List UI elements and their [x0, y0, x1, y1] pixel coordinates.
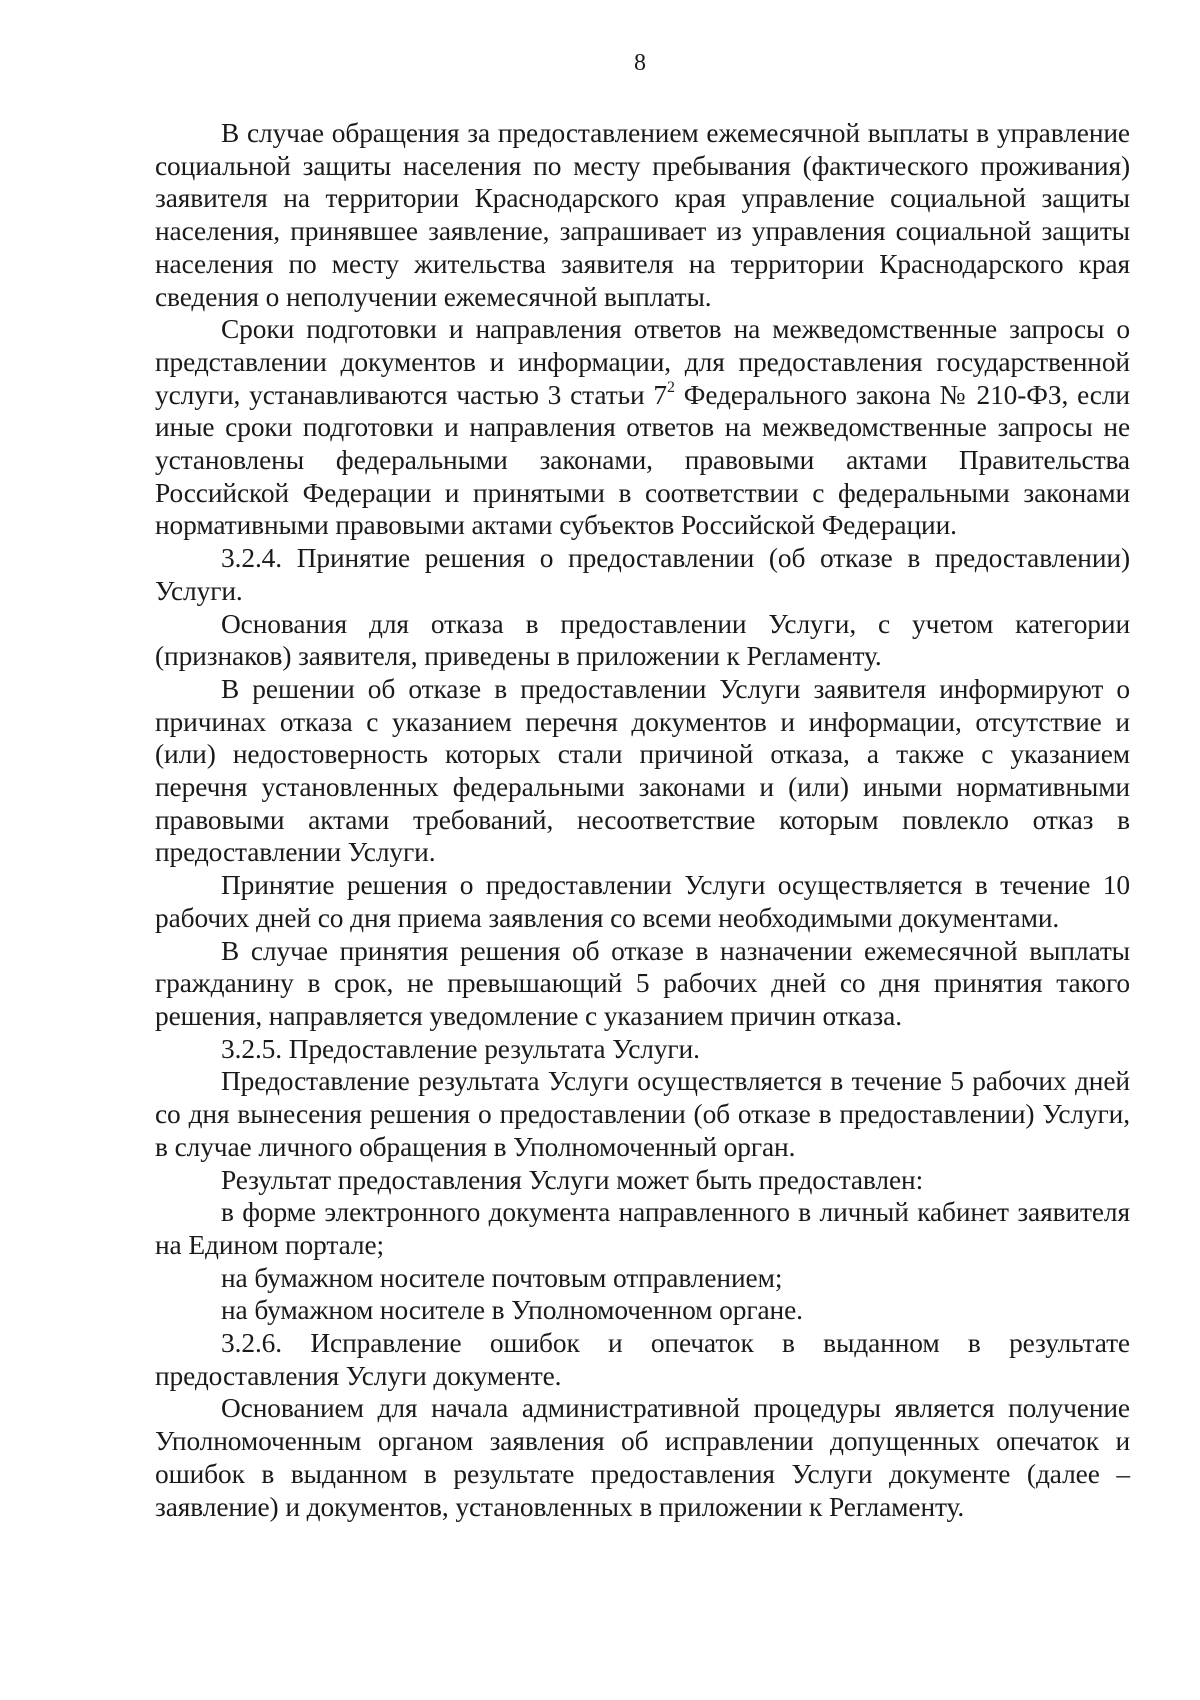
- paragraph-text-after-superscript: Федерального закона № 210-ФЗ, если иные сроки подготовки и направления ответов на межведомственные запросы не установлены федеральными законами, правовыми актами Правительства Российской Федерации и принятыми в соответствии с федеральными законами нормативными правовыми актами субъектов Российской Федерации.: [155, 379, 1130, 541]
- paragraph-decision-term: Принятие решения о предоставлении Услуги осуществляется в течение 10 рабочих дней со дня приема заявления со всеми необходимыми документами.: [155, 870, 1130, 933]
- paragraph-refusal-decision-content: В решении об отказе в предоставлении Услуги заявителя информируют о причинах отказа с указанием перечня документов и информации, отсутствие и (или) недостоверность которых стали причиной отказа, а также с указанием перечня установленных федеральными законами и (или) иными нормативными правовыми актами требований, несоответствие которым повлекло отказ в предоставлении Услуги.: [155, 673, 1130, 868]
- article-superscript: 2: [667, 378, 675, 396]
- paragraph-result-delivery-term: Предоставление результата Услуги осуществляется в течение 5 рабочих дней со дня вынесения решения о предоставлении (об отказе в предоставлении) Услуги, в случае личного обращения в Уполномоченный орган.: [155, 1066, 1130, 1162]
- paragraph-refusal-notification: В случае принятия решения об отказе в назначении ежемесячной выплаты гражданину в срок, не превышающий 5 рабочих дней со дня принятия такого решения, направляется уведомление с указанием причин отказа.: [155, 935, 1130, 1031]
- paragraph-result-forms-intro: Результат предоставления Услуги может быть предоставлен:: [221, 1164, 924, 1195]
- paragraph-refusal-grounds: Основания для отказа в предоставлении Услуги, с учетом категории (признаков) заявителя, приведены в приложении к Регламенту.: [155, 608, 1130, 672]
- list-item-authorized-body: на бумажном носителе в Уполномоченном органе.: [221, 1295, 803, 1326]
- paragraph-temporary-residence-request: В случае обращения за предоставлением ежемесячной выплаты в управление социальной защиты населения по месту пребывания (фактического проживания) заявителя на территории Краснодарского края управление социальной защиты населения, принявшее заявление, запрашивает из управления социальной защиты населения по месту жительства заявителя на территории Краснодарского края сведения о неполучении ежемесячной выплаты.: [155, 118, 1130, 312]
- paragraph-interagency-request-deadlines: [155, 313, 1130, 542]
- paragraph-correction-procedure-basis: Основанием для начала административной процедуры является получение Уполномоченным органом заявления об исправлении допущенных опечаток и ошибок в выданном в результате предоставления Услуги документе (далее – заявление) и документов, установленных в приложении к Регламенту.: [155, 1393, 1130, 1522]
- section-heading-3-2-5: 3.2.5. Предоставление результата Услуги.: [221, 1033, 700, 1064]
- paragraph-text-before-superscript: Сроки подготовки и направления ответов на межведомственные запросы о представлении документов и информации, для предоставления государственной услуги, устанавливаются частью 3 статьи 7: [155, 314, 1130, 410]
- list-item-postal-delivery: на бумажном носителе почтовым отправлением;: [221, 1262, 783, 1293]
- list-item-electronic-document: в форме электронного документа направленного в личный кабинет заявителя на Едином портале;: [155, 1197, 1130, 1260]
- section-heading-3-2-6: 3.2.6. Исправление ошибок и опечаток в выданном в результате предоставления Услуги документе.: [155, 1328, 1130, 1391]
- section-heading-3-2-4: 3.2.4. Принятие решения о предоставлении (об отказе в предоставлении) Услуги.: [155, 543, 1130, 606]
- page-number: 8: [634, 50, 646, 76]
- document-body: [155, 117, 1130, 1523]
